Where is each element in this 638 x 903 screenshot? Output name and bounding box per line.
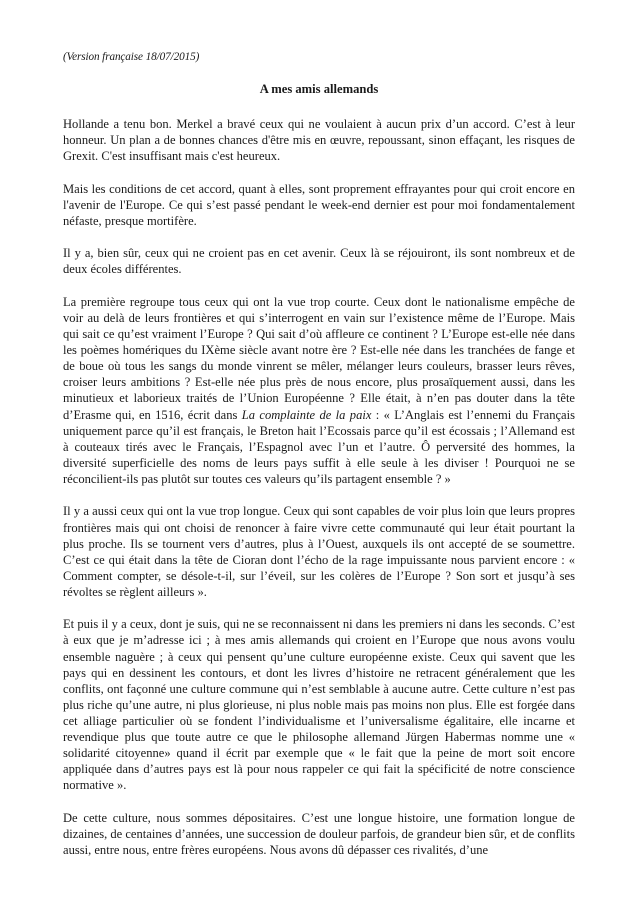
paragraph-text: Hollande a tenu bon. Merkel a bravé ceux qui ne voulaient à aucun prix d’un accord. C’est à leur honneur. Un plan a de bonnes chances d'être mis en œuvre, repoussant, sinon effaçant, les risques de Grexit. C'est insuffisant mais c'est heureux. xyxy=(63,117,575,164)
paragraph-4 xyxy=(63,294,575,487)
version-note: (Version française 18/07/2015) xyxy=(63,51,200,63)
paragraph-text: De cette culture, nous sommes dépositaires. C’est une longue histoire, une formation longue de dizaines, de centaines d’années, une succession de douleur parfois, de grandeur bien sûr, et de conflits aussi, entre nous, entre frères européens. Nous avons dû dépasser ces rivalités, d’une xyxy=(63,810,575,857)
paragraph-text: Et puis il y a ceux, dont je suis, qui ne se reconnaissent ni dans les premiers ni dans les seconds. C’est à eux que je m’adresse ici ; à mes amis allemands qui croient en l’Europe que nous avons voulu ensemble naguère ; à ceux qui pensent qu’une culture européenne existe. Ceux qui savent que les pays qui en dessinent les contours, et dont les livres d’histoire ne retracent généralement que les conflits, ont façonné une culture commune qui n’est semblable à aucune autre. Cette culture n’est pas plus riche qu’une autre, ni plus glorieuse, ni plus noble mais pas moins non plus. Elle est forgée dans cet alliage particulier où se fondent l’individualisme et l’universalisme égalitaire, elle incarne et revendique plus que toute autre ce que le philosophe allemand Jürgen Habermas nomme une « solidarité citoyenne» quand il écrit par exemple que « le fait que la peine de mort soit encore appliquée dans d’autres pays est là pour nous rappeler ce qui fait la spécificité de notre conscience normative ». xyxy=(63,617,575,793)
book-title-italic: La complainte de la paix xyxy=(241,407,372,422)
document-body xyxy=(63,116,575,858)
paragraph-6 xyxy=(63,616,575,793)
paragraph-text: : « L’Anglais est l’ennemi du Français uniquement parce qu’il est français, le Breton hait l’Ecossais parce qu’il est écossais ; l’Allemand est à couteaux tirés avec le Français, l’Espagnol avec l’un et l’autre. Ô perversité des hommes, la diversité superficielle des noms de leurs pays suffit à elle seule à les diviser ! Pourquoi ne se réconcilient-ils pas plutôt sur toutes ces valeurs qu’ils partagent ensemble ? » xyxy=(63,407,575,486)
paragraph-5 xyxy=(63,503,575,600)
paragraph-2 xyxy=(63,181,575,229)
paragraph-3 xyxy=(63,245,575,277)
paragraph-7 xyxy=(63,810,575,858)
document-title: A mes amis allemands xyxy=(259,82,379,96)
paragraph-text: Mais les conditions de cet accord, quant à elles, sont proprement effrayantes pour qui croit encore en l'avenir de l'Europe. Ce qui s’est passé pendant le week-end dernier est pour moi fondamentalement néfaste, presque mortifère. xyxy=(63,181,575,228)
paragraph-text: Il y a aussi ceux qui ont la vue trop longue. Ceux qui sont capables de voir plus loin que leurs propres frontières mais qui ont choisi de renoncer à faire vivre cette communauté qui leur était pourtant la plus proche. Ils se tournent vers d’autres, plus à l’Ouest, auxquels ils ont accepté de se soumettre. C’est ce qui était dans la tête de Cioran dont l’écho de la rage impuissante nous parvient encore : « Comment compter, se désole-t-il, sur l’éveil, sur les colères de l’Europe ? Son sort et jusqu’à ses révoltes se règlent ailleurs ». xyxy=(63,504,575,599)
paragraph-1 xyxy=(63,116,575,164)
document-page xyxy=(63,50,575,858)
paragraph-text: Il y a, bien sûr, ceux qui ne croient pas en cet avenir. Ceux là se réjouiront, ils sont nombreux et de deux écoles différentes. xyxy=(63,246,575,277)
paragraph-text: La première regroupe tous ceux qui ont la vue trop courte. Ceux dont le nationalisme empêche de voir au delà de leurs frontières et qui s’interrogent en vain sur l’existence même de l’Europe. Mais qui sait ce qu’est vraiment l’Europe ? Qui sait d’où affleure ce continent ? L’Europe est-elle née dans les poèmes homériques du IXème siècle avant notre ère ? Est-elle née dans les tranchées de fange et de boue où tous les sangs du monde vinrent se mêler, mélanger leurs couleurs, brasser leurs rêves, croiser leurs ambitions ? Est-elle née plus près de nous encore, plus prosaïquement aussi, dans les minutieux et laborieux traités de l’Union Européenne ? Elle était, à n’en pas douter dans la tête d’Erasme qui, en 1516, écrit dans xyxy=(63,294,575,422)
